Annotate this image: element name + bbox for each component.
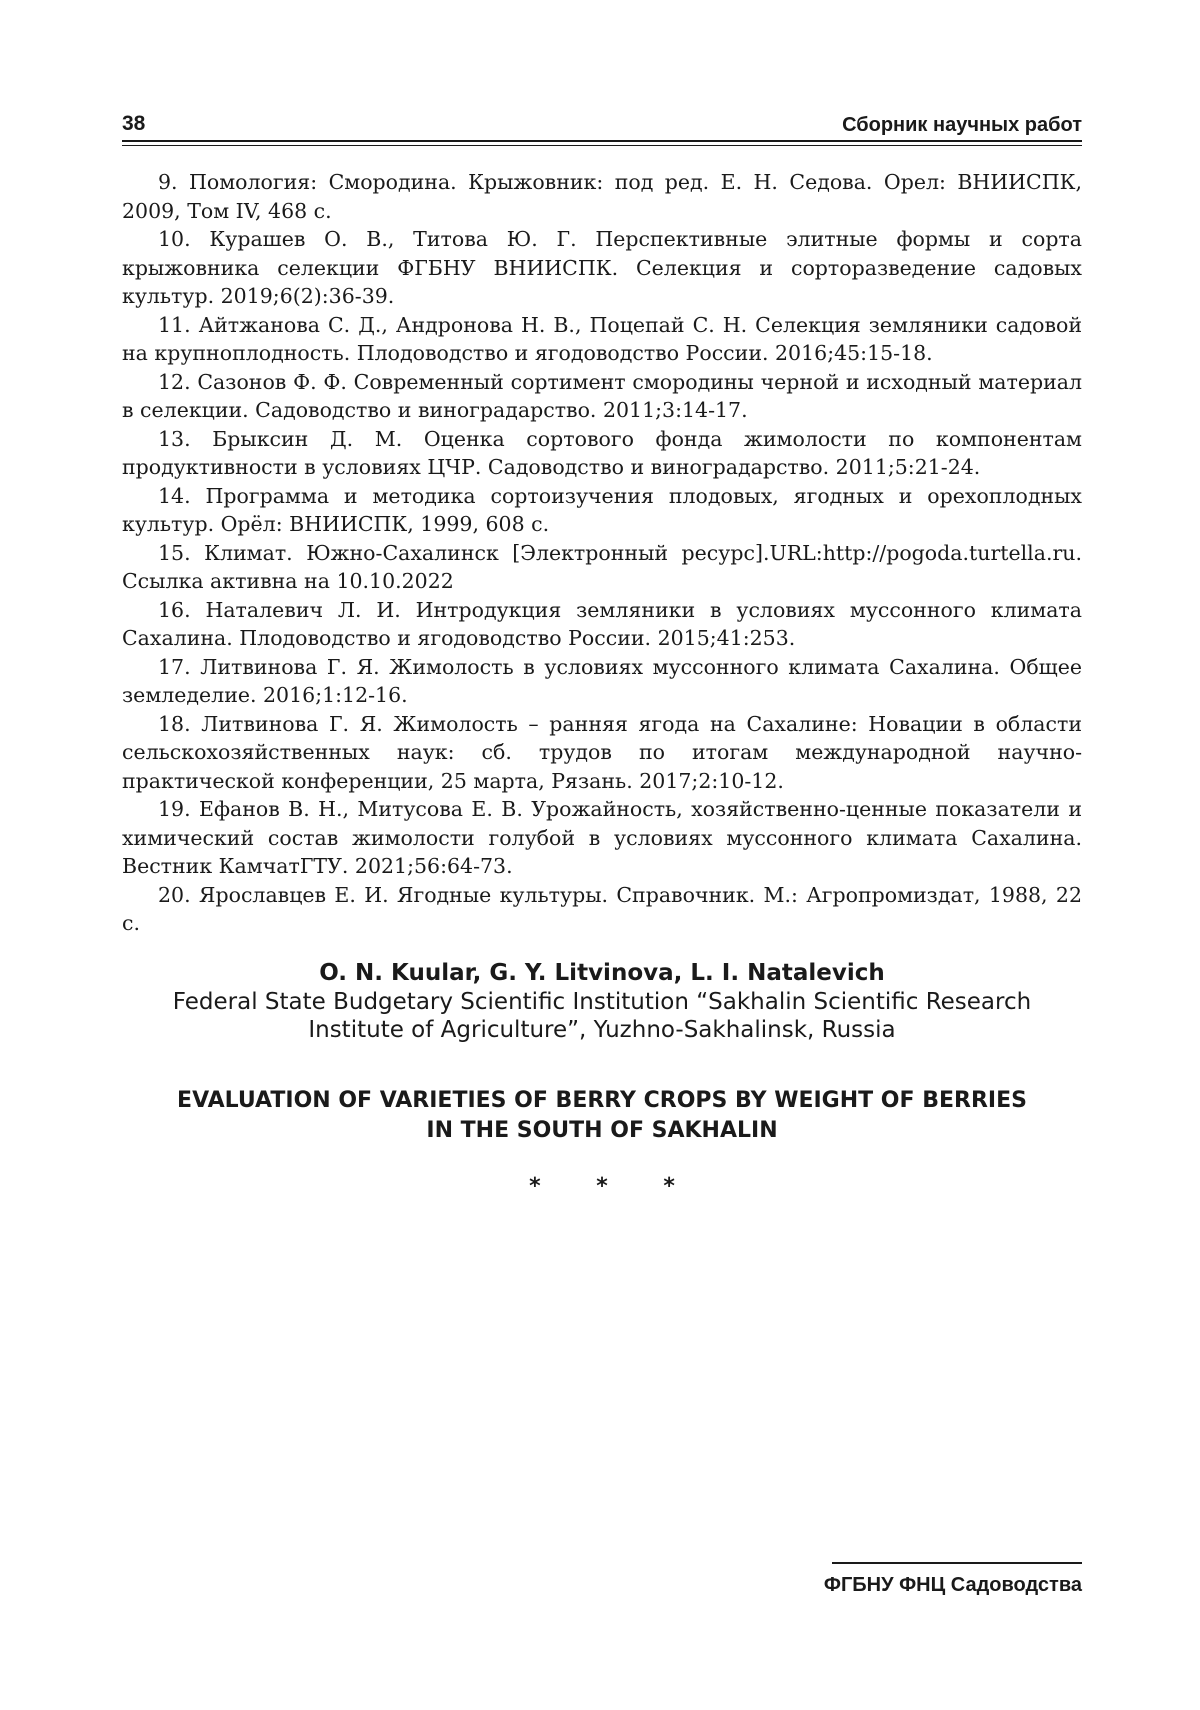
footer-rule [832, 1562, 1082, 1564]
reference-item: 18. Литвинова Г. Я. Жимолость – ранняя ягода на Сахалине: Новации в области сельскохозяйственных наук: сб. трудов по итогам международной научно-практической конференции, 25 марта, Рязань. 2017;2:10-12. [122, 711, 1082, 793]
english-abstract [122, 958, 1082, 1199]
footer-text: ФГБНУ ФНЦ Садоводства [823, 1574, 1082, 1596]
page-number: 38 [122, 112, 146, 135]
section-separator: * * * [529, 1174, 699, 1199]
running-header-title: Сборник научных работ [842, 114, 1082, 136]
reference-item: 9. Помология: Смородина. Крыжовник: под ред. Е. Н. Седова. Орел: ВНИИСПК, 2009, Том IV, 468 с. [122, 170, 1082, 223]
reference-list [122, 168, 1082, 938]
article-title [122, 1086, 1082, 1146]
article-title-line-1: EVALUATION OF VARIETIES OF BERRY CROPS BY WEIGHT OF BERRIES [177, 1088, 1027, 1113]
reference-item: 17. Литвинова Г. Я. Жимолость в условиях муссонного климата Сахалина. Общее земледелие. 2016;1:12-16. [122, 654, 1082, 707]
affiliation-line-1: Federal State Budgetary Scientific Institution “Sakhalin Scientific Research [172, 989, 1032, 1015]
authors: O. N. Kuular, G. Y. Litvinova, L. I. Natalevich [319, 960, 885, 986]
reference-item: 14. Программа и методика сортоизучения плодовых, ягодных и орехоплодных культур. Орёл: ВНИИСПК, 1999, 608 с. [122, 483, 1082, 536]
reference-item: 15. Климат. Южно-Сахалинск [Электронный ресурс].URL:http://pogoda.turtella.ru. Ссылка активна на 10.10.2022 [122, 540, 1082, 593]
reference-item: 13. Брыксин Д. М. Оценка сортового фонда жимолости по компонентам продуктивности в условиях ЦЧР. Садоводство и виноградарство. 2011;5:21-24. [122, 426, 1082, 479]
reference-item: 20. Ярославцев Е. И. Ягодные культуры. Справочник. М.: Агропромиздат, 1988, 22 с. [122, 882, 1082, 935]
reference-item: 10. Курашев О. В., Титова Ю. Г. Перспективные элитные формы и сорта крыжовника селекции ФГБНУ ВНИИСПК. Селекция и сорторазведение садовых культур. 2019;6(2):36-39. [122, 227, 1082, 308]
reference-item: 19. Ефанов В. Н., Митусова Е. В. Урожайность, хозяйственно-ценные показатели и химический состав жимолости голубой в условиях муссонного климата Сахалина. Вестник КамчатГТУ. 2021;56:64-73. [122, 797, 1082, 878]
article-title-line-2: IN THE SOUTH OF SAKHALIN [426, 1118, 778, 1143]
reference-item: 16. Наталевич Л. И. Интродукция земляники в условиях муссонного климата Сахалина. Плодоводство и ягодоводство России. 2015;41:253. [122, 597, 1082, 650]
reference-item: 12. Сазонов Ф. Ф. Современный сортимент смородины черной и исходный материал в селекции. Садоводство и виноградарство. 2011;3:14-17. [122, 369, 1082, 422]
running-header [122, 112, 1082, 142]
header-rule [122, 140, 1082, 146]
affiliation-line-2: Institute of Agriculture”, Yuzhno-Sakhalinsk, Russia [308, 1017, 896, 1043]
reference-item: 11. Айтжанова С. Д., Андронова Н. В., Поцепай С. Н. Селекция земляники садовой на крупноплодность. Плодоводство и ягодоводство России. 2016;45:15-18. [122, 312, 1082, 365]
